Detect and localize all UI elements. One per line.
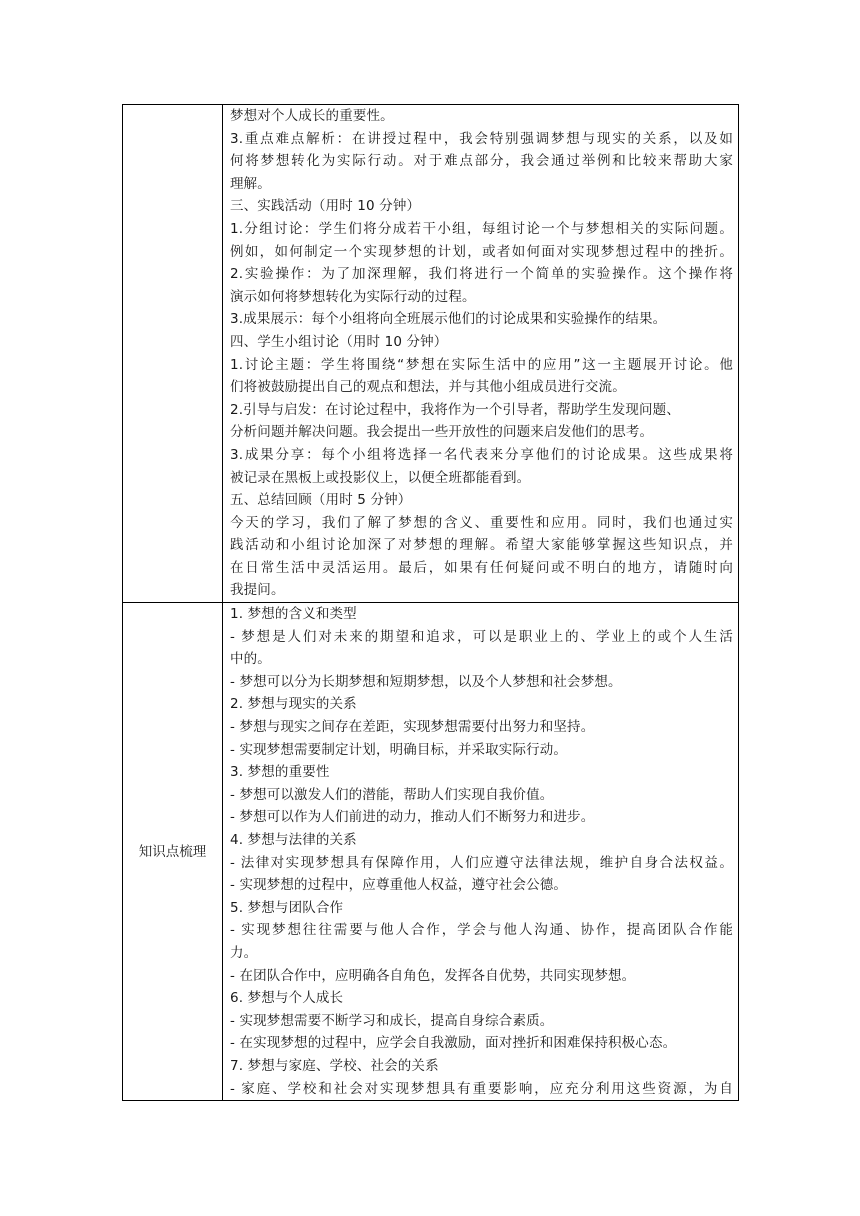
bullet-line: - 实现梦想需要制定计划，明确目标，并采取实际行动。 (230, 741, 568, 758)
text-line: 3.成果展示：每个小组将向全班展示他们的讨论成果和实验操作的结果。 (230, 311, 667, 328)
bullet-line: - 实现梦想的过程中，应尊重他人权益，遵守社会公德。 (230, 877, 568, 894)
topic-heading: 1. 梦想的含义和类型 (230, 606, 357, 623)
topic-heading: 3. 梦想的重要性 (230, 764, 330, 781)
bullet-line: 力。 (230, 944, 258, 961)
text-line: 3.成果分享：每个小组将选择一名代表来分享他们的讨论成果。这些成果将 (230, 446, 733, 463)
text-line: 我提问。 (230, 582, 285, 599)
topic-heading: 6. 梦想与个人成长 (230, 990, 344, 1007)
bullet-line: - 梦想可以作为人们前进的动力，推动人们不断努力和进步。 (230, 809, 595, 826)
text-line: 演示如何将梦想转化为实际行动的过程。 (230, 288, 476, 305)
content-cell-teaching-process (223, 105, 739, 603)
bullet-line: - 家庭、学校和社会对实现梦想具有重要影响，应充分利用这些资源，为自 (230, 1080, 733, 1097)
bullet-line: - 法律对实现梦想具有保障作用，人们应遵守法律法规，维护自身合法权益。 (230, 854, 733, 871)
text-line: 梦想对个人成长的重要性。 (230, 108, 394, 124)
text-line: 理解。 (230, 175, 271, 192)
text-line: 1.讨论主题：学生将围绕“梦想在实际生活中的应用”这一主题展开讨论。他 (230, 356, 733, 373)
bullet-line: - 梦想与现实之间存在差距，实现梦想需要付出努力和坚持。 (230, 719, 595, 736)
bullet-line: 中的。 (230, 651, 271, 668)
text-line: 2.引导与启发：在讨论过程中，我将作为一个引导者，帮助学生发现问题、 (230, 401, 680, 418)
text-line: 何将梦想转化为实际行动。对于难点部分，我会通过举例和比较来帮助大家 (230, 153, 733, 170)
bullet-line: - 实现梦想需要不断学习和成长，提高自身综合素质。 (230, 1012, 554, 1029)
bullet-line: - 梦想可以激发人们的潜能，帮助人们实现自我价值。 (230, 786, 554, 803)
text-line: 2.实验操作：为了加深理解，我们将进行一个简单的实验操作。这个操作将 (230, 266, 733, 283)
bullet-line: - 在团队合作中，应明确各自角色，发挥各自优势，共同实现梦想。 (230, 967, 636, 984)
text-line: 被记录在黑板上或投影仪上，以便全班都能看到。 (230, 469, 531, 486)
section-heading: 五、总结回顾（用时 5 分钟） (230, 492, 412, 509)
topic-heading: 7. 梦想与家庭、学校、社会的关系 (230, 1057, 439, 1074)
topic-heading: 4. 梦想与法律的关系 (230, 832, 357, 848)
content-cell-knowledge-points (223, 603, 739, 1101)
row-label-empty (123, 105, 223, 603)
text-line: 1.分组讨论：学生们将分成若干小组，每组讨论一个与梦想相关的实际问题。 (230, 220, 733, 237)
topic-heading: 2. 梦想与现实的关系 (230, 696, 357, 713)
bullet-line: - 梦想可以分为长期梦想和短期梦想，以及个人梦想和社会梦想。 (230, 673, 622, 690)
row-label-knowledge-points: 知识点梳理 (123, 603, 223, 1101)
topic-heading: 5. 梦想与团队合作 (230, 899, 344, 916)
text-line: 3.重点难点解析：在讲授过程中，我会特别强调梦想与现实的关系，以及如 (230, 130, 733, 147)
text-line: 践活动和小组讨论加深了对梦想的理解。希望大家能够掌握这些知识点，并 (230, 537, 733, 554)
text-line: 例如，如何制定一个实现梦想的计划，或者如何面对实现梦想过程中的挫折。 (230, 243, 733, 260)
table-row-teaching-process (123, 105, 739, 603)
bullet-line: - 实现梦想往往需要与他人合作，学会与他人沟通、协作，提高团队合作能 (230, 922, 733, 939)
text-line: 分析问题并解决问题。我会提出一些开放性的问题来启发他们的思考。 (230, 424, 654, 441)
text-line: 今天的学习，我们了解了梦想的含义、重要性和应用。同时，我们也通过实 (230, 514, 733, 531)
bullet-line: - 在实现梦想的过程中，应学会自我激励，面对挫折和困难保持积极心态。 (230, 1035, 677, 1052)
table-row-knowledge-points (123, 603, 739, 1101)
section-heading: 四、学生小组讨论（用时 10 分钟） (230, 333, 448, 350)
section-heading: 三、实践活动（用时 10 分钟） (230, 198, 421, 215)
lesson-plan-table (122, 104, 739, 1101)
text-line: 在日常生活中灵活运用。最后，如果有任何疑问或不明白的地方，请随时向 (230, 559, 733, 576)
bullet-line: - 梦想是人们对未来的期望和追求，可以是职业上的、学业上的或个人生活 (230, 628, 733, 645)
text-line: 们将被鼓励提出自己的观点和想法，并与其他小组成员进行交流。 (230, 379, 626, 396)
